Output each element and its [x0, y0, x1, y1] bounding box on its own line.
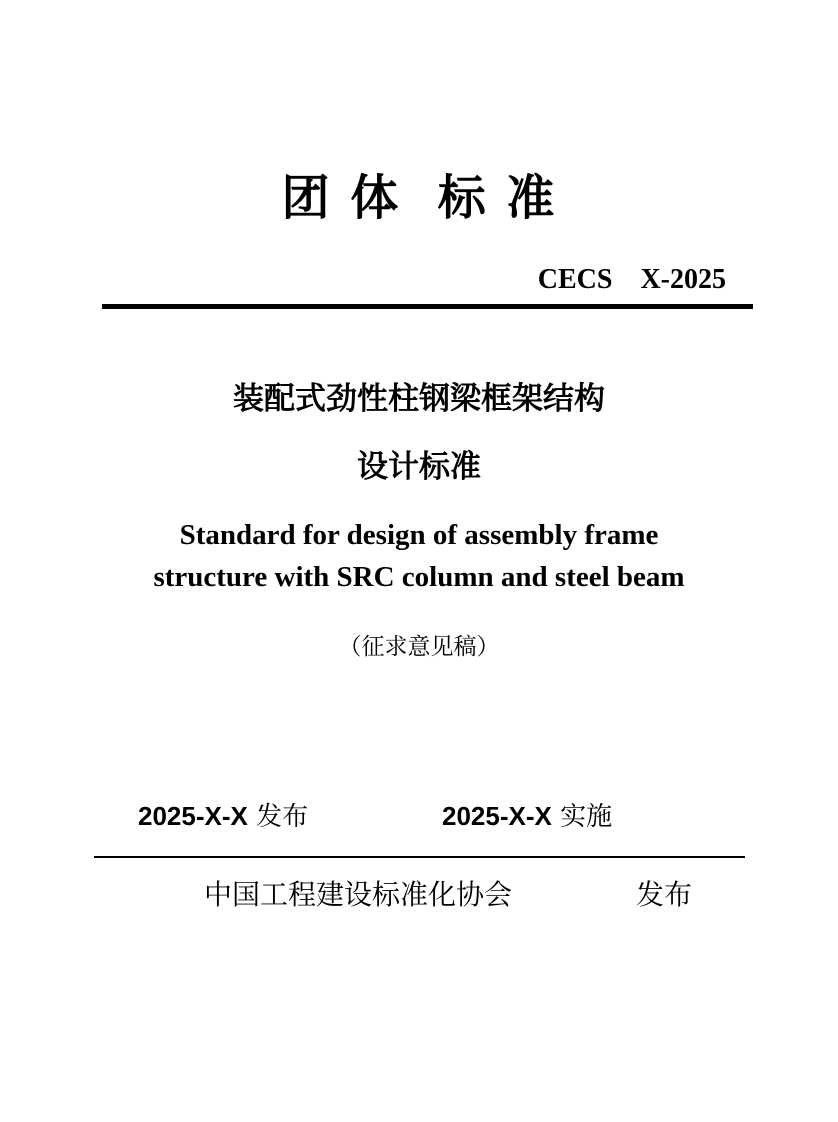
- implementation-date: 2025-X-X: [442, 801, 552, 831]
- implementation-label: 实施: [551, 802, 613, 832]
- top-divider: [102, 304, 753, 309]
- english-title-line-2: structure with SRC column and steel beam: [153, 561, 685, 593]
- standard-code: CECS X-2025: [537, 264, 726, 295]
- issue-date: 2025-X-X: [138, 801, 248, 831]
- publisher-name: 中国工程建设标准化协会: [204, 878, 513, 911]
- chinese-title-line-2: 设计标准: [357, 449, 481, 485]
- publish-label: 发布: [636, 878, 693, 911]
- issue-label: 发布: [247, 802, 309, 832]
- chinese-title-line-1: 装配式劲性柱钢梁框架结构: [233, 381, 605, 417]
- english-title-line-1: Standard for design of assembly frame: [179, 519, 659, 551]
- bottom-divider: [94, 856, 745, 858]
- issue-date-block: [138, 798, 308, 835]
- draft-status-note: （征求意见稿）: [338, 634, 500, 660]
- implementation-date-block: [442, 798, 612, 835]
- document-category-title: 团 体 标 准: [281, 170, 557, 226]
